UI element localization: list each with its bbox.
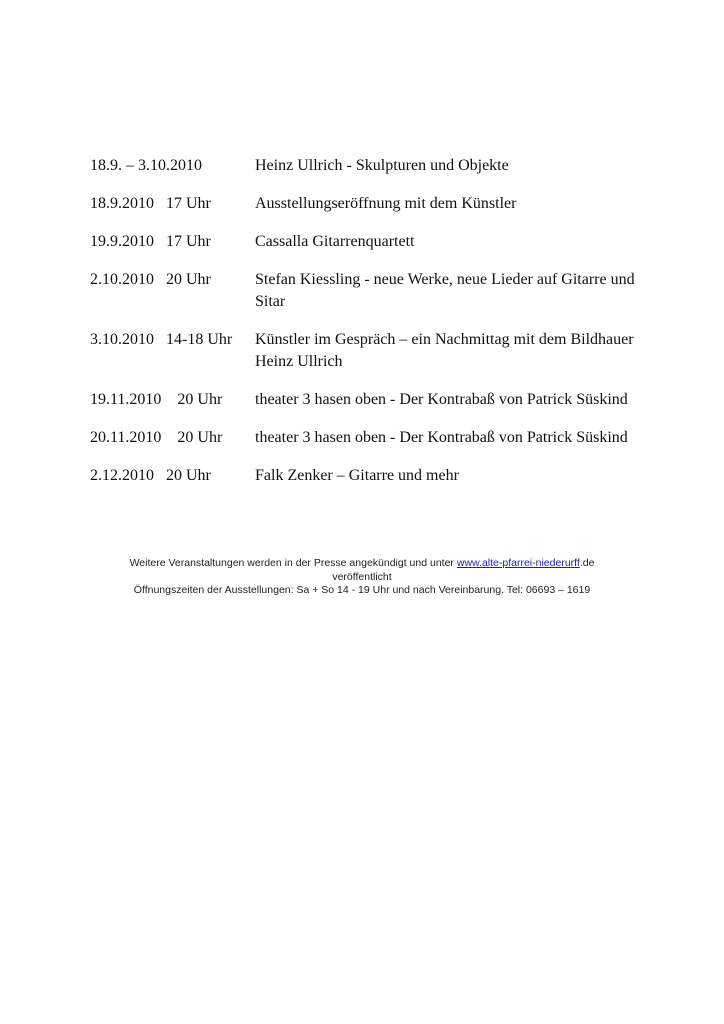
- event-row: [90, 155, 690, 177]
- opening-hours: Öffnungszeiten der Ausstellungen: Sa + So 14 - 19 Uhr und nach Vereinbarung, Tel: 06693 – 1619: [133, 584, 591, 596]
- footer-line-1: [0, 557, 724, 571]
- event-row: [90, 389, 690, 411]
- event-row: [90, 269, 690, 313]
- event-row: [90, 193, 690, 215]
- event-description: theater 3 hasen oben - Der Kontrabaß von Patrick Süskind: [255, 391, 628, 408]
- event-date: 18.9. – 3.10.2010: [90, 157, 202, 174]
- event-date: 19.9.2010 17 Uhr: [90, 233, 211, 250]
- event-row: [90, 329, 690, 373]
- event-description: Stefan Kiessling - neue Werke, neue Lieder auf Gitarre und Sitar: [255, 271, 635, 310]
- footer-line-2: veröffentlicht: [332, 570, 392, 583]
- footer-text-prefix: Weitere Veranstaltungen werden in der Presse angekündigt und unter: [129, 557, 457, 569]
- event-date: 2.12.2010 20 Uhr: [90, 467, 211, 484]
- event-date: 20.11.2010 20 Uhr: [90, 429, 223, 446]
- event-date: 19.11.2010 20 Uhr: [90, 391, 223, 408]
- event-row: [90, 231, 690, 253]
- event-date: 3.10.2010 14-18 Uhr: [90, 331, 233, 348]
- event-description: Ausstellungseröffnung mit dem Künstler: [255, 195, 517, 212]
- event-description: Künstler im Gespräch – ein Nachmittag mit dem Bildhauer Heinz Ullrich: [255, 331, 634, 370]
- footer-text-suffix: .de: [579, 557, 595, 569]
- event-date: 18.9.2010 17 Uhr: [90, 195, 211, 212]
- footer-note: [0, 557, 724, 598]
- event-description: Cassalla Gitarrenquartett: [255, 233, 415, 250]
- event-description: Falk Zenker – Gitarre und mehr: [255, 467, 459, 484]
- event-date: 2.10.2010 20 Uhr: [90, 271, 211, 288]
- event-row: [90, 465, 690, 487]
- event-description: Heinz Ullrich - Skulpturen und Objekte: [255, 157, 509, 174]
- event-row: [90, 427, 690, 449]
- event-description: theater 3 hasen oben - Der Kontrabaß von Patrick Süskind: [255, 429, 628, 446]
- event-schedule: [90, 155, 690, 487]
- website-link[interactable]: www.alte-pfarrei-niederurff: [456, 557, 580, 569]
